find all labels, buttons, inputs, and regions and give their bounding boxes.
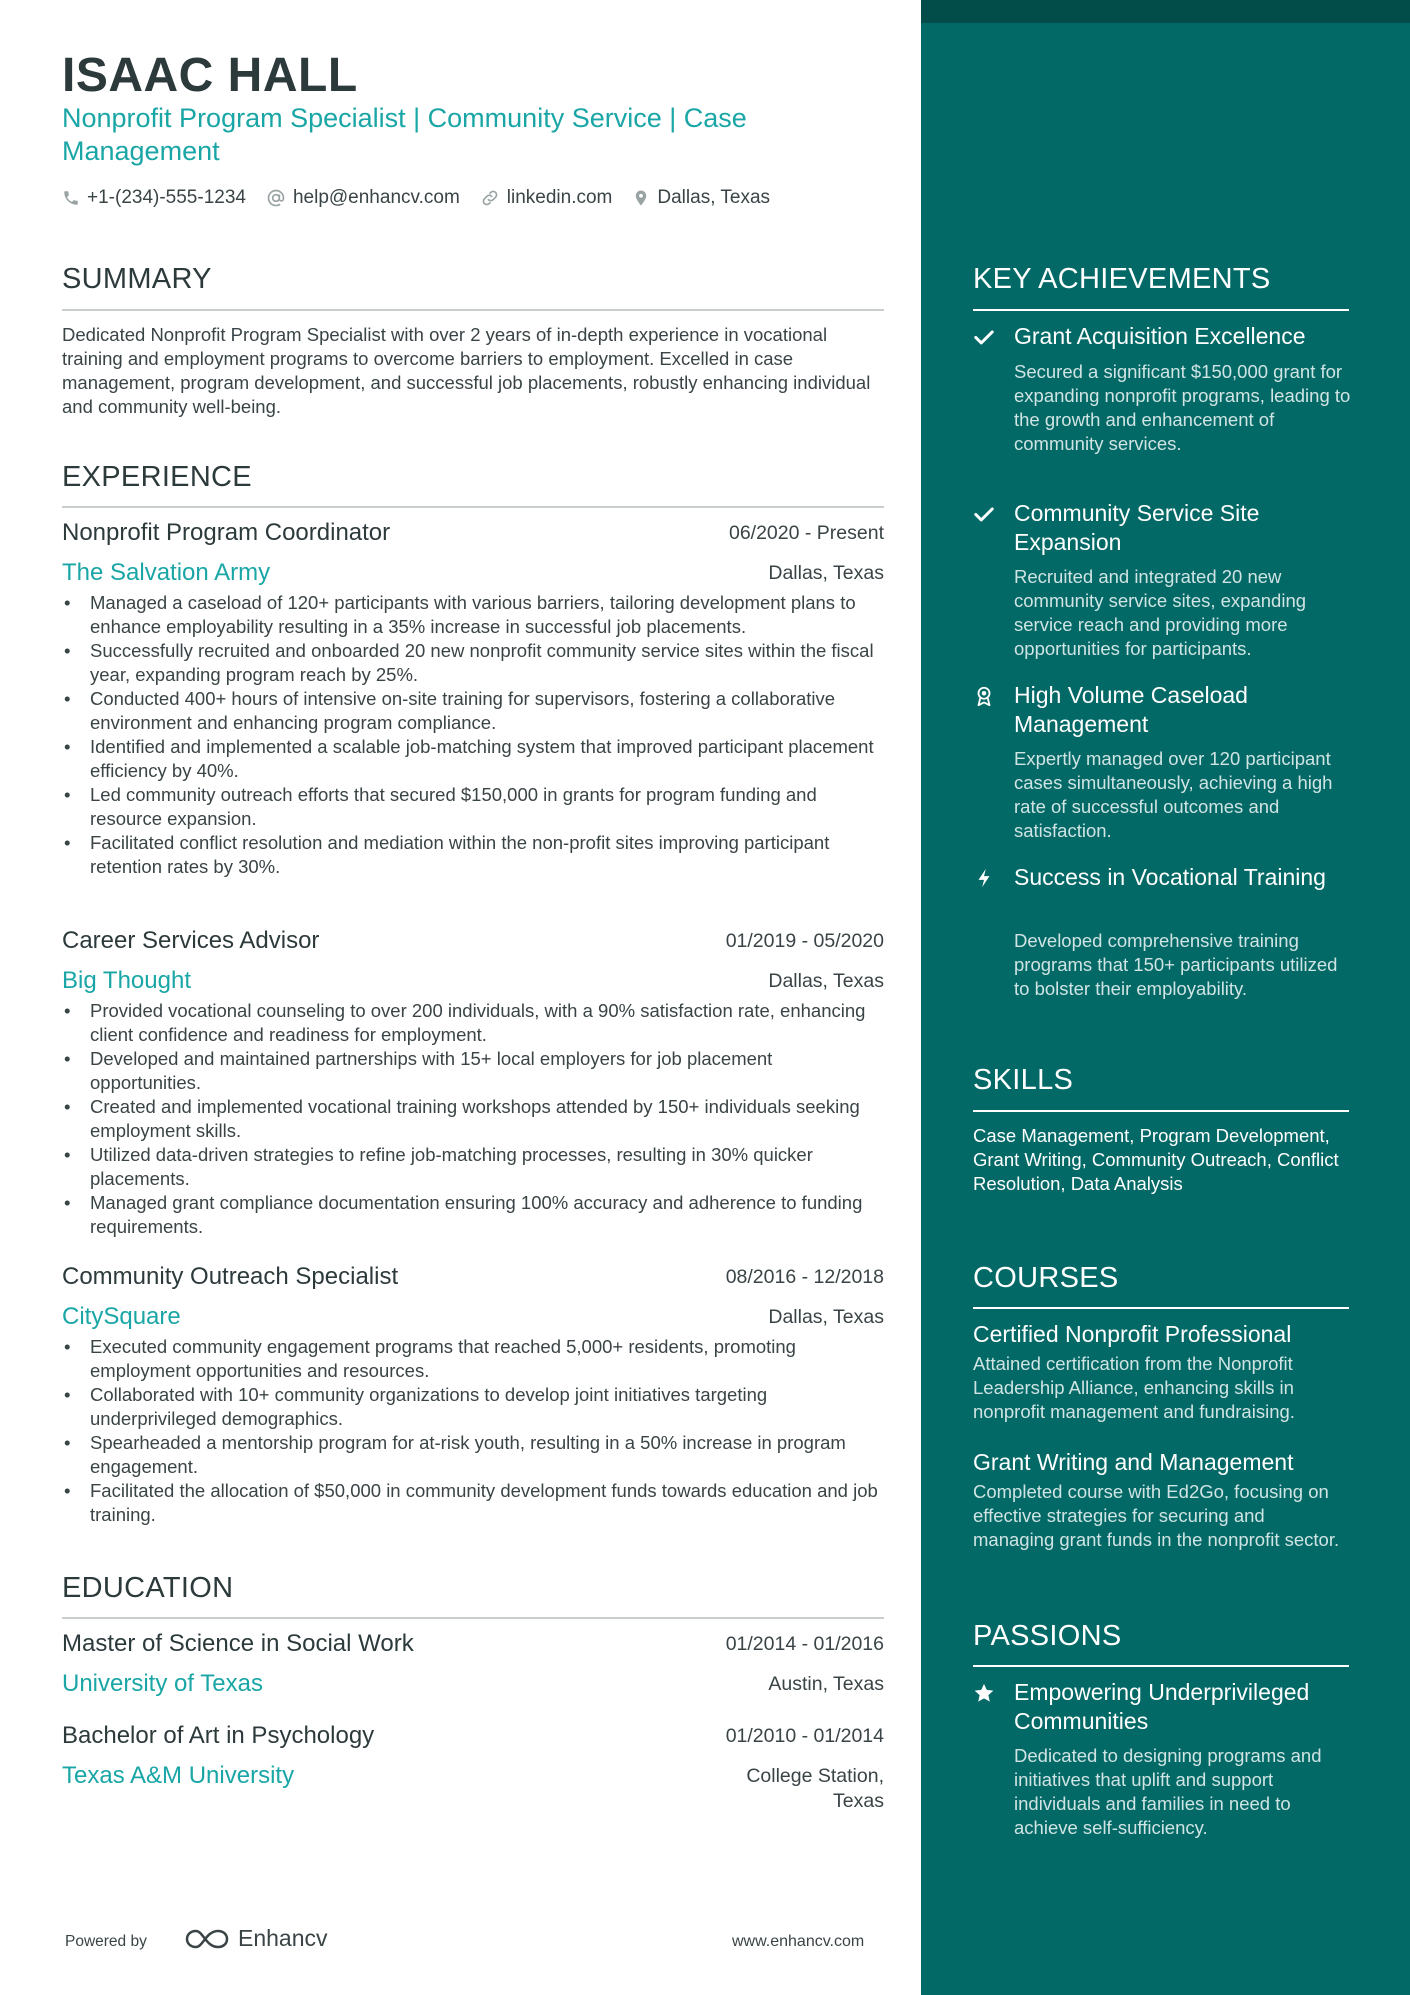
achievement-description: Recruited and integrated 20 new community service sites, expanding service reach and providing more opportunities for participants. <box>1014 566 1307 659</box>
achievements-heading: KEY ACHIEVEMENTS <box>973 263 1271 295</box>
job-location: Dallas, Texas <box>768 1306 884 1328</box>
job-bullet: • Developed and maintained partnerships with 15+ local employers for job placement opportunities. <box>62 1047 884 1095</box>
job-bullet: • Identified and implemented a scalable job-matching system that improved participant placement efficiency by 40%. <box>62 735 884 783</box>
job-bullet: • Facilitated the allocation of $50,000 in community development funds towards education and job training. <box>62 1479 884 1527</box>
job-bullets <box>62 999 884 1239</box>
course-description: Completed course with Ed2Go, focusing on effective strategies for securing and managing grant funds in the nonprofit sector. <box>973 1481 1340 1550</box>
contact-location <box>632 187 770 209</box>
achievement-title: Community Service Site Expansion <box>1014 500 1260 555</box>
job-bullet: • Spearheaded a mentorship program for at-risk youth, resulting in a 50% increase in program engagement. <box>62 1431 884 1479</box>
experience-heading: EXPERIENCE <box>62 461 252 493</box>
school-location-line: College Station, <box>746 1765 884 1787</box>
school-location-line: Texas <box>833 1790 884 1812</box>
school-name: University of Texas <box>62 1670 263 1697</box>
passion-description: Dedicated to designing programs and initiatives that uplift and support individuals and families in need to achieve self-sufficiency. <box>1014 1745 1322 1838</box>
headline: Nonprofit Program Specialist | Community Service | Case Management <box>62 103 747 166</box>
course-item <box>973 1320 1349 1424</box>
job-bullet: • Managed grant compliance documentation ensuring 100% accuracy and adherence to funding requirements. <box>62 1191 884 1239</box>
star-icon <box>973 1682 995 1704</box>
candidate-name: ISAAC HALL <box>62 49 358 102</box>
job-company: The Salvation Army <box>62 559 271 586</box>
powered-by-label: Powered by <box>65 1933 147 1950</box>
job-bullet: • Led community outreach efforts that secured $150,000 in grants for program funding and resource expansion. <box>62 783 884 831</box>
achievement-title: Success in Vocational Training <box>1014 864 1326 890</box>
location-text: Dallas, Texas <box>657 187 771 208</box>
passions-heading: PASSIONS <box>973 1620 1122 1652</box>
link-icon <box>480 188 500 208</box>
contact-phone[interactable] <box>62 187 246 209</box>
job-title: Community Outreach Specialist <box>62 1263 399 1290</box>
job-bullet: • Conducted 400+ hours of intensive on-site training for supervisors, fostering a collaborative environment and enhancing program compliance. <box>62 687 884 735</box>
course-description: Attained certification from the Nonprofit Leadership Alliance, enhancing skills in nonprofit management and fundraising. <box>973 1353 1295 1422</box>
achievement-title: High Volume Caseload Management <box>1014 682 1248 737</box>
bolt-icon <box>973 867 995 889</box>
job-bullet: • Provided vocational counseling to over 200 individuals, with a 90% satisfaction rate, enhancing client confidence and readiness for employment. <box>62 999 884 1047</box>
footer-url[interactable]: www.enhancv.com <box>732 1933 865 1950</box>
school-name: Texas A&M University <box>62 1762 295 1789</box>
job-title: Career Services Advisor <box>62 927 320 954</box>
education-dates: 01/2014 - 01/2016 <box>725 1633 884 1655</box>
check-icon <box>973 503 995 525</box>
skills-heading: SKILLS <box>973 1064 1074 1096</box>
course-title: Certified Nonprofit Professional <box>973 1321 1292 1347</box>
skills-divider <box>973 1110 1349 1112</box>
job-bullets <box>62 1335 884 1527</box>
experience-divider <box>62 506 884 508</box>
check-icon <box>973 326 995 348</box>
linkedin-text: linkedin.com <box>506 187 613 208</box>
contact-email[interactable] <box>266 187 460 209</box>
school-location: Austin, Texas <box>768 1673 884 1695</box>
job-bullet: • Managed a caseload of 120+ participants with various barriers, tailoring development plans to enhance employability resulting in a 35% increase in successful job placements. <box>62 591 884 639</box>
enhancv-logo[interactable] <box>184 1925 328 1952</box>
location-pin-icon <box>632 188 650 208</box>
job-bullet: • Created and implemented vocational training workshops attended by 150+ individuals seeking employment skills. <box>62 1095 884 1143</box>
education-divider <box>62 1617 884 1619</box>
school-location <box>746 1764 884 1814</box>
skills-list: Case Management, Program Development, Grant Writing, Community Outreach, Conflict Resolution, Data Analysis <box>973 1125 1339 1194</box>
job-dates: 08/2016 - 12/2018 <box>725 1266 884 1288</box>
degree-title: Bachelor of Art in Psychology <box>62 1722 375 1749</box>
passion-title: Empowering Underprivileged Communities <box>1014 1679 1310 1734</box>
summary-heading: SUMMARY <box>62 263 212 295</box>
education-heading: EDUCATION <box>62 1572 234 1604</box>
job-bullet: • Executed community engagement programs that reached 5,000+ residents, promoting employment opportunities and resources. <box>62 1335 884 1383</box>
achievement-description: Developed comprehensive training programs that 150+ participants utilized to bolster their employability. <box>1014 930 1338 999</box>
job-bullets <box>62 591 884 879</box>
courses-divider <box>973 1307 1349 1309</box>
passions-divider <box>973 1665 1349 1667</box>
phone-text: +1-(234)-555-1234 <box>87 187 246 208</box>
email-text: help@enhancv.com <box>292 187 460 208</box>
job-dates: 01/2019 - 05/2020 <box>725 930 884 952</box>
summary-text: Dedicated Nonprofit Program Specialist with over 2 years of in-depth experience in vocational training and employment programs to overcome barriers to employment. Excelled in case management, program development, and successful job placements, robustly enhancing individual and community well-being. <box>62 324 871 417</box>
job-bullet: • Successfully recruited and onboarded 20 new nonprofit community service sites within the fiscal year, expanding program reach by 25%. <box>62 639 884 687</box>
job-bullet: • Collaborated with 10+ community organizations to develop joint initiatives targeting underprivileged demographics. <box>62 1383 884 1431</box>
sidebar <box>921 0 1410 1995</box>
job-title: Nonprofit Program Coordinator <box>62 519 391 546</box>
education-dates: 01/2010 - 01/2014 <box>725 1725 884 1747</box>
at-icon <box>266 188 286 208</box>
courses-heading: COURSES <box>973 1262 1119 1294</box>
enhancv-logo-text: Enhancv <box>238 1925 328 1951</box>
course-title: Grant Writing and Management <box>973 1449 1294 1475</box>
contact-linkedin[interactable] <box>480 187 613 209</box>
summary-divider <box>62 309 884 311</box>
job-company: Big Thought <box>62 967 191 994</box>
course-item <box>973 1448 1349 1552</box>
sidebar-top-bar <box>921 0 1410 23</box>
job-bullet: • Utilized data-driven strategies to refine job-matching processes, resulting in 30% quicker placements. <box>62 1143 884 1191</box>
job-location: Dallas, Texas <box>768 970 884 992</box>
degree-title: Master of Science in Social Work <box>62 1630 414 1657</box>
contact-bar <box>62 185 790 211</box>
enhancv-logo-icon <box>184 1927 230 1951</box>
achievement-description: Expertly managed over 120 participant cases simultaneously, achieving a high rate of successful outcomes and satisfaction. <box>1014 748 1333 841</box>
job-bullet: • Facilitated conflict resolution and mediation within the non-profit sites improving participant retention rates by 30%. <box>62 831 884 879</box>
job-company: CitySquare <box>62 1303 181 1330</box>
achievements-divider <box>973 309 1349 311</box>
achievement-title: Grant Acquisition Excellence <box>1014 323 1306 349</box>
award-icon <box>973 685 995 707</box>
job-location: Dallas, Texas <box>768 562 884 584</box>
achievement-description: Secured a significant $150,000 grant for expanding nonprofit programs, leading to the growth and enhancement of community services. <box>1014 361 1351 454</box>
phone-icon <box>62 189 80 207</box>
job-dates: 06/2020 - Present <box>728 522 884 544</box>
